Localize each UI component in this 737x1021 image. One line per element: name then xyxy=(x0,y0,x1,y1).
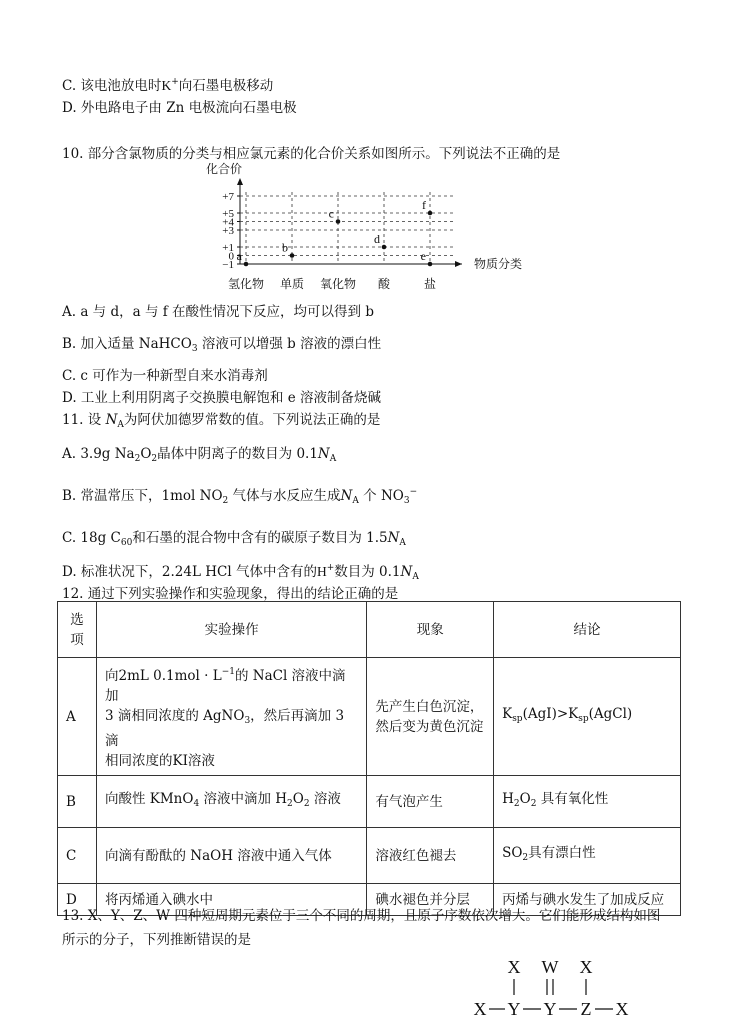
struct-atom-y-2: Y xyxy=(543,999,557,1019)
point-label-d: d xyxy=(374,232,380,246)
point-label-f: f xyxy=(422,198,426,212)
struct-atom-x-right: X xyxy=(615,999,629,1019)
x-tick-label-0: 氢化物 xyxy=(227,277,265,291)
y-tick-label-3: +3 xyxy=(222,225,234,237)
x-tick-label-3: 酸 xyxy=(377,277,391,291)
experiment-table xyxy=(57,601,681,916)
y-axis-arrow xyxy=(237,178,243,185)
row-c-conclusion: $SO_2$具有漂白性 xyxy=(494,828,681,884)
row-b-conclusion: $H_2O_2$ 具有氧化性 xyxy=(494,776,681,828)
point-label-e: e xyxy=(420,249,426,263)
q10-option-b: B. 加入适量 NaHCO$_3$ 溶液可以增强 b 溶液的漂白性 xyxy=(62,336,382,354)
row-d-operation: 将丙烯通入碘水中 xyxy=(96,884,366,916)
struct-top-w: W xyxy=(541,957,559,977)
q10-option-c: C. c 可作为一种新型自来水消毒剂 xyxy=(62,368,268,384)
row-a-phenomenon: 先产生白色沉淀，然后变为黄色沉淀 xyxy=(367,658,494,776)
header-operation: 实验操作 xyxy=(96,602,366,658)
molecule-structure xyxy=(470,955,640,1021)
q13-stem-line-2: 所示的分子，下列推断错误的是 xyxy=(62,932,251,948)
y-tick-label-0: +7 xyxy=(222,191,234,203)
chlorine-valence-chart xyxy=(196,160,536,300)
row-d-phenomenon: 碘水褪色并分层 xyxy=(367,884,494,916)
header-phenomenon: 现象 xyxy=(367,602,494,658)
point-f xyxy=(428,211,433,216)
y-axis-label: 化合价 xyxy=(206,162,243,176)
point-d xyxy=(382,245,387,250)
q11-stem: 11. 设 $N_A$为阿伏加德罗常数的值。下列说法正确的是 xyxy=(62,412,381,430)
point-a xyxy=(244,262,249,267)
table-row xyxy=(58,828,681,884)
q11-option-b: B. 常温常压下，1mol $NO_2$ 气体与水反应生成$N_A$ 个 $NO_3^-$ xyxy=(62,487,418,506)
struct-atom-x-left: X xyxy=(473,999,487,1019)
row-d-conclusion: 丙烯与碘水发生了加成反应 xyxy=(494,884,681,916)
header-option: 选项 xyxy=(58,602,97,658)
x-axis-arrow xyxy=(455,261,462,267)
point-label-b: b xyxy=(282,240,288,255)
point-e xyxy=(428,262,433,267)
row-c-option: C xyxy=(58,828,97,884)
point-c xyxy=(336,219,341,224)
struct-top-x-1: X xyxy=(507,957,521,977)
row-c-phenomenon: 溶液红色褪去 xyxy=(367,828,494,884)
q11-option-a: A. 3.9g $Na_2O_2$晶体中阴离子的数目为 $0.1N_A$ xyxy=(62,446,337,464)
row-b-operation: 向酸性 KMnO$_4$ 溶液中滴加 $H_2O_2$ 溶液 xyxy=(96,776,366,828)
q10-stem: 10. 部分含氯物质的分类与相应氯元素的化合价关系如图所示。下列说法不正确的是 xyxy=(62,146,561,162)
point-label-c: c xyxy=(328,206,334,221)
y-tick-label-2: +4 xyxy=(222,216,234,229)
q12-stem: 12. 通过下列实验操作和实验现象，得出的结论正确的是 xyxy=(62,586,399,602)
struct-atom-z: Z xyxy=(580,999,592,1019)
row-c-operation: 向滴有酚酞的 NaOH 溶液中通入气体 xyxy=(96,828,366,884)
table-row xyxy=(58,776,681,828)
row-b-option: B xyxy=(58,776,97,828)
table-header-row xyxy=(58,602,681,658)
q10-option-d: D. 工业上利用阴离子交换膜电解饱和 e 溶液制备烧碱 xyxy=(62,390,381,406)
row-b-phenomenon: 有气泡产生 xyxy=(367,776,494,828)
y-tick-label-4: +1 xyxy=(222,242,234,254)
x-tick-label-1: 单质 xyxy=(279,277,305,291)
x-axis-label: 物质分类 xyxy=(474,257,523,271)
y-tick-label-6: −1 xyxy=(222,259,234,271)
q11-option-c: C. 18g $C_{60}$和石墨的混合物中含有的碳原子数目为 $1.5N_A$ xyxy=(62,530,406,548)
q13-stem-line-1: 13. X、Y、Z、W 四种短周期元素位于三个不同的周期，且原子序数依次增大。它们能形成结构如图 xyxy=(62,908,661,924)
header-conclusion: 结论 xyxy=(494,602,681,658)
q11-option-d: D. 标准状况下，2.24L HCl 气体中含有的H+数目为 $0.1N_A$ xyxy=(62,563,419,582)
table-row xyxy=(58,658,681,776)
y-tick-label-1: +5 xyxy=(222,208,234,220)
row-a-conclusion: $K_{sp}(AgI)>K_{sp}(AgCl)$ xyxy=(494,658,681,776)
q10-option-a: A. a 与 d，a 与 f 在酸性情况下反应，均可以得到 b xyxy=(62,304,374,320)
row-a-option: A xyxy=(58,658,97,776)
q9-option-c: C. 该电池放电时K+向石墨电极移动 xyxy=(62,77,274,94)
struct-top-x-2: X xyxy=(579,957,593,977)
point-label-a: a xyxy=(236,249,242,263)
row-d-option: D xyxy=(58,884,97,916)
x-tick-label-2: 氧化物 xyxy=(319,277,357,291)
point-b xyxy=(290,253,295,258)
q9-option-d: D. 外电路电子由 Zn 电极流向石墨电极 xyxy=(62,100,297,116)
struct-atom-y-1: Y xyxy=(507,999,521,1019)
y-tick-label-5: 0 xyxy=(228,250,234,263)
x-tick-label-4: 盐 xyxy=(423,277,437,291)
row-a-operation: 向2mL $0.1mol \cdot L^{-1}$的 NaCl 溶液中滴加 3 滴相同浓度的 AgNO$_3$，然后再滴加 3 滴 相同浓度的KI溶液 xyxy=(96,658,366,776)
